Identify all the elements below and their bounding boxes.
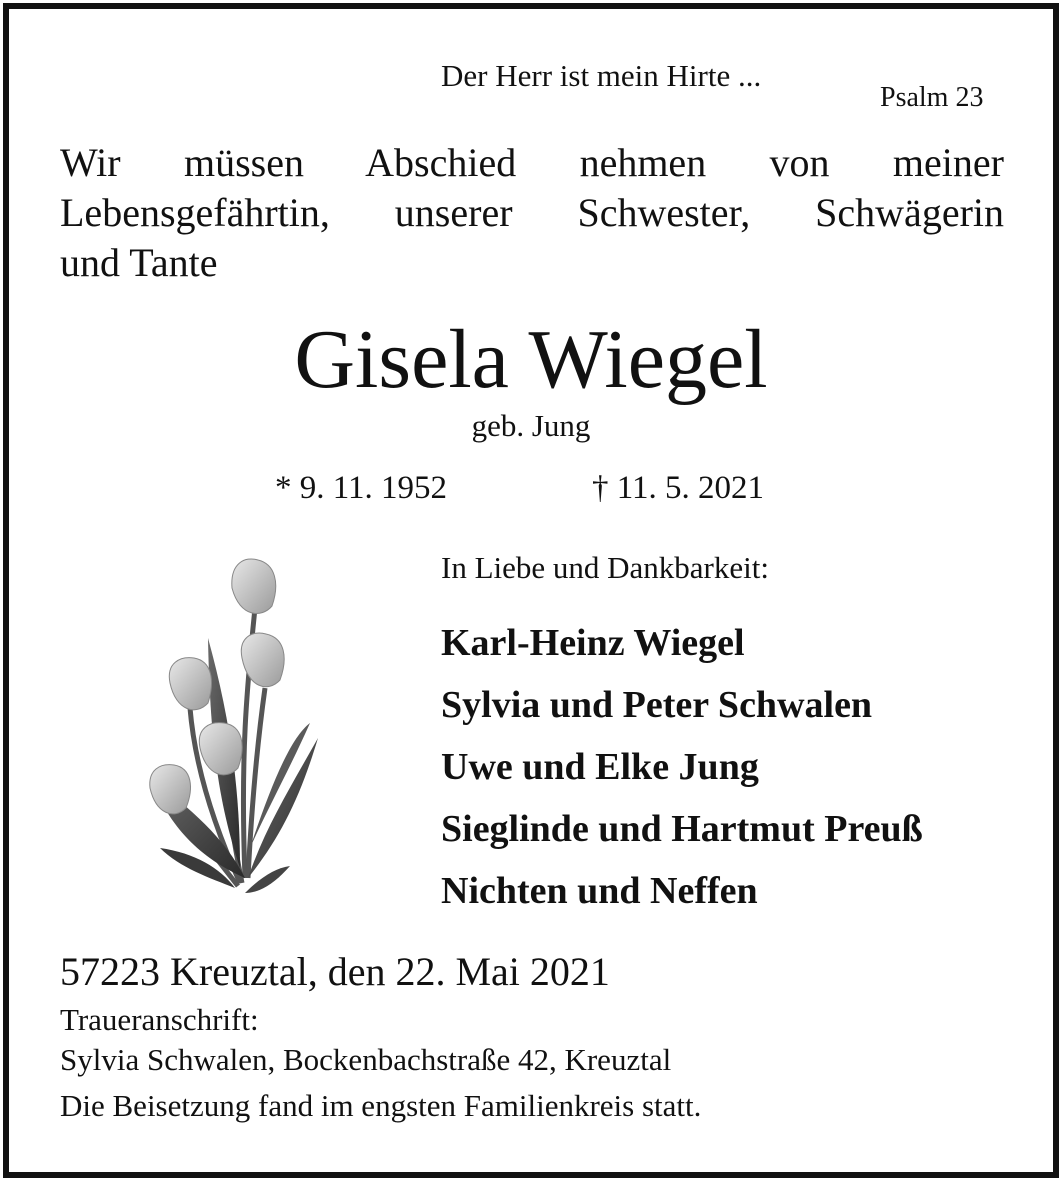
tulips-icon [140,548,340,908]
intro-line: Wir müssen Abschied nehmen von meiner [60,140,1004,185]
mourners-list [441,612,923,922]
death-date: † 11. 5. 2021 [592,470,765,506]
maiden-name: geb. Jung [471,408,591,443]
mourner-name: Sylvia und Peter Schwalen [441,684,873,726]
mourner-name: Karl-Heinz Wiegel [441,622,745,664]
deceased-name: Gisela Wiegel [294,313,768,406]
intro-line: Lebensgefährtin, unserer Schwester, Schwägerin [60,190,1004,235]
bible-quote: Der Herr ist mein Hirte ... [441,58,762,93]
place-date: 57223 Kreuztal, den 22. Mai 2021 [60,949,610,994]
birth-date: * 9. 11. 1952 [275,470,448,506]
psalm-reference: Psalm 23 [880,82,984,113]
thanks-line: In Liebe und Dankbarkeit: [441,550,769,585]
intro-line: und Tante [60,240,218,285]
mourner-name: Uwe und Elke Jung [441,746,759,788]
intro-text [60,138,1004,288]
mourner-name: Sieglinde und Hartmut Preuß [441,808,923,850]
mourner-name: Nichten und Neffen [441,870,758,912]
mourning-address: Sylvia Schwalen, Bockenbachstraße 42, Kreuztal [60,1042,672,1077]
address-label: Traueranschrift: [60,1002,259,1037]
burial-note: Die Beisetzung fand im engsten Familienkreis statt. [60,1088,702,1123]
